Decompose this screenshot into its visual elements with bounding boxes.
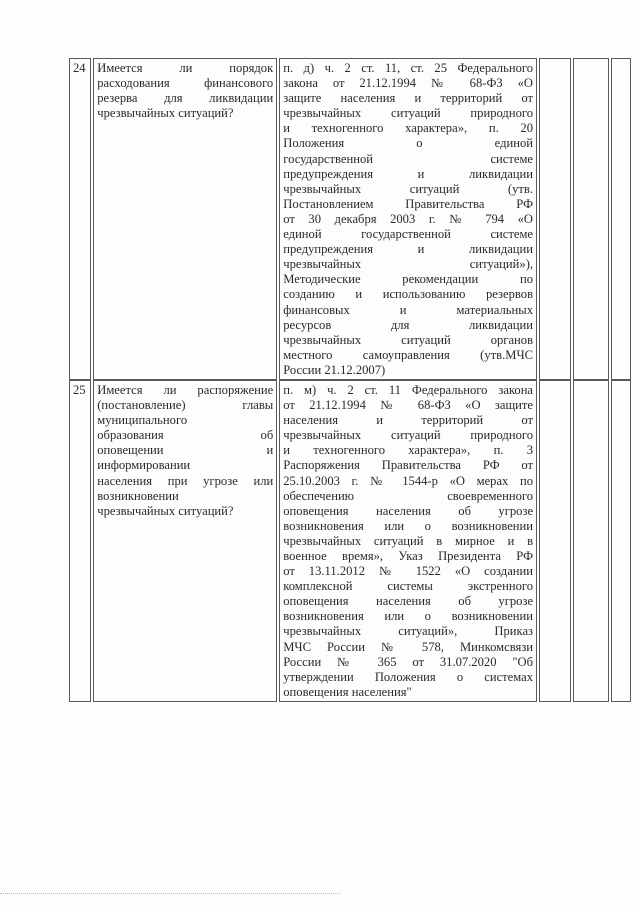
row-number: 25 [69,380,91,702]
row-number: 24 [69,58,91,380]
legal-basis-cell [279,380,537,702]
legal-basis-line: возникновения или о возникновении [283,609,534,624]
legal-basis-line: оповещения населения об угрозе [283,503,534,518]
legal-basis-cell [279,58,537,380]
legal-basis-line: предупреждения и ликвидации [283,166,534,181]
empty-answer-cell-3 [611,58,631,380]
question-line: расходования финансового [97,76,274,91]
legal-basis-line: населения и территорий от [283,413,534,428]
legal-basis-line: обеспечению своевременного [283,488,534,503]
legal-basis-line: Методические рекомендации по [283,272,534,287]
question-line: муниципального [97,413,188,428]
legal-basis-line: чрезвычайных ситуаций», Приказ [283,624,534,639]
checklist-table-body [69,58,631,702]
legal-basis-line: от 30 декабря 2003 г. № 794 «О [283,211,534,226]
legal-basis-line: чрезвычайных ситуаций»), [283,257,534,272]
legal-basis-line: чрезвычайных ситуаций природного [283,106,534,121]
empty-answer-cell-3 [611,380,631,702]
legal-basis-line: ресурсов для ликвидации [283,317,534,332]
question-line: оповещении и [97,443,274,458]
legal-basis-line: Постановлением Правительства РФ [283,196,534,211]
question-line: чрезвычайных ситуаций? [97,503,234,518]
legal-basis-line: государственной системе [283,151,534,166]
legal-basis-line: единой государственной системе [283,227,534,242]
question-cell [93,380,277,702]
legal-basis-line: от 13.11.2012 № 1522 «О создании [283,564,534,579]
legal-basis-line: закона от 21.12.1994 № 68-ФЗ «О [283,76,534,91]
legal-basis-line: чрезвычайных ситуаций природного [283,428,534,443]
question-line: Имеется ли распоряжение [97,382,274,397]
legal-basis-line: России № 365 от 31.07.2020 "Об [283,654,534,669]
question-line: возникновении [97,488,179,503]
empty-answer-cell-1 [539,380,571,702]
legal-basis-line: утверждении Положения о системах [283,669,534,684]
empty-answer-cell-1 [539,58,571,380]
legal-basis-line: предупреждения и ликвидации [283,242,534,257]
question-line: (постановление) главы [97,398,274,413]
question-line: резерва для ликвидации [97,91,274,106]
legal-basis-line: возникновения или о возникновении [283,518,534,533]
question-cell [93,58,277,380]
scan-artifact-line [0,893,340,894]
legal-basis-line: от 21.12.1994 № 68-ФЗ «О защите [283,398,534,413]
legal-basis-line: комплексной системы экстренного [283,579,534,594]
legal-basis-line: п. м) ч. 2 ст. 11 Федерального закона [283,382,534,397]
legal-basis-line: 25.10.2003 г. № 1544-р «О мерах по [283,473,534,488]
legal-basis-line: оповещения населения" [283,684,412,699]
empty-answer-cell-2 [573,380,608,702]
legal-basis-line: и техногенного характера», п. 20 [283,121,534,136]
legal-basis-line: чрезвычайных ситуаций (утв. [283,181,534,196]
legal-basis-line: МЧС России № 578, Минкомсвязи [283,639,534,654]
question-line: Имеется ли порядок [97,61,274,75]
question-line: населения при угрозе или [97,473,274,488]
legal-basis-line: защите населения и территорий от [283,91,534,106]
checklist-table [67,58,633,702]
legal-basis-line: оповещения населения об угрозе [283,594,534,609]
legal-basis-line: местного самоуправления (утв.МЧС [283,347,534,362]
question-line: чрезвычайных ситуаций? [97,106,234,121]
table-row [69,380,631,702]
legal-basis-line: военное время», Указ Президента РФ [283,549,534,563]
empty-answer-cell-2 [573,58,608,380]
legal-basis-line: созданию и использованию резервов [283,287,534,302]
legal-basis-line: финансовых и материальных [283,302,534,317]
question-line: образования об [97,428,274,443]
legal-basis-line: Положения о единой [283,136,534,151]
legal-basis-line: России 21.12.2007) [283,362,386,377]
legal-basis-line: и техногенного характера», п. 3 [283,443,534,458]
legal-basis-line: чрезвычайных ситуаций органов [283,332,534,347]
legal-basis-line: Распоряжения Правительства РФ от [283,458,534,473]
table-row [69,58,631,380]
question-line: информировании [97,458,191,473]
legal-basis-line: п. д) ч. 2 ст. 11, ст. 25 Федерального [283,61,534,75]
legal-basis-line: чрезвычайных ситуаций в мирное и в [283,533,534,548]
